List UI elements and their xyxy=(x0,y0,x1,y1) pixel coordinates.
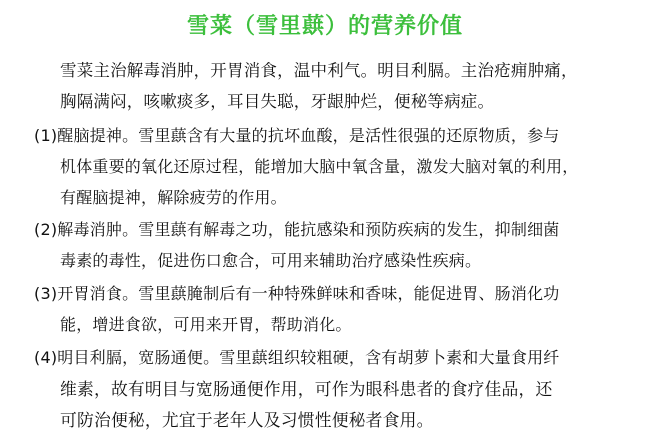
item-1-line-3: 有醒脑提神，解除疲劳的作用。 xyxy=(60,188,287,207)
item-2-line-2: 毒素的毒性，促进伤口愈合，可用来辅助治疗感染性疾病。 xyxy=(60,251,482,270)
item-1-text-1: 醒脑提神。雪里蕻含有大量的抗坏血酸，是活性很强的还原物质，参与 xyxy=(57,126,560,145)
item-4-number: (4) xyxy=(34,348,58,367)
intro-line-1: 雪菜主治解毒消肿，开胃消食，温中利气。明目利膈。主治疮痈肿痛， xyxy=(60,61,578,80)
item-2-text-1: 解毒消肿。雪里蕻有解毒之功，能抗感染和预防疾病的发生，抑制细菌 xyxy=(57,220,560,239)
intro-line-2: 胸隔满闷，咳嗽痰多，耳目失聪，牙龈肿烂，便秘等病症。 xyxy=(60,92,495,111)
item-4-line-3: 可防治便秘，尤宜于老年人及习惯性便秘者食用。 xyxy=(60,410,434,430)
item-3-line-1 xyxy=(34,283,559,305)
item-3-number: (3) xyxy=(34,284,58,303)
item-1-line-1 xyxy=(34,125,559,147)
item-4-line-1 xyxy=(34,347,559,369)
item-2-line-1 xyxy=(34,219,559,241)
item-1-number: (1) xyxy=(34,126,58,145)
item-2-number: (2) xyxy=(34,220,58,239)
item-3-text-1: 开胃消食。雪里蕻腌制后有一种特殊鲜味和香味，能促进胃、肠消化功 xyxy=(57,284,560,303)
page-title: 雪菜（雪里蕻）的营养价值 xyxy=(186,14,463,39)
item-4-text-1: 明目利膈，宽肠通便。雪里蕻组织较粗硬，含有胡萝卜素和大量食用纤 xyxy=(57,348,560,367)
item-3-line-2: 能，增进食欲，可用来开胃，帮助消化。 xyxy=(60,315,352,334)
item-4-line-2: 维素，故有明目与宽肠通便作用，可作为眼科患者的食疗佳品，还 xyxy=(60,379,553,399)
item-1-line-2: 机体重要的氧化还原过程，能增加大脑中氧含量，激发大脑对氧的利用， xyxy=(60,157,579,176)
